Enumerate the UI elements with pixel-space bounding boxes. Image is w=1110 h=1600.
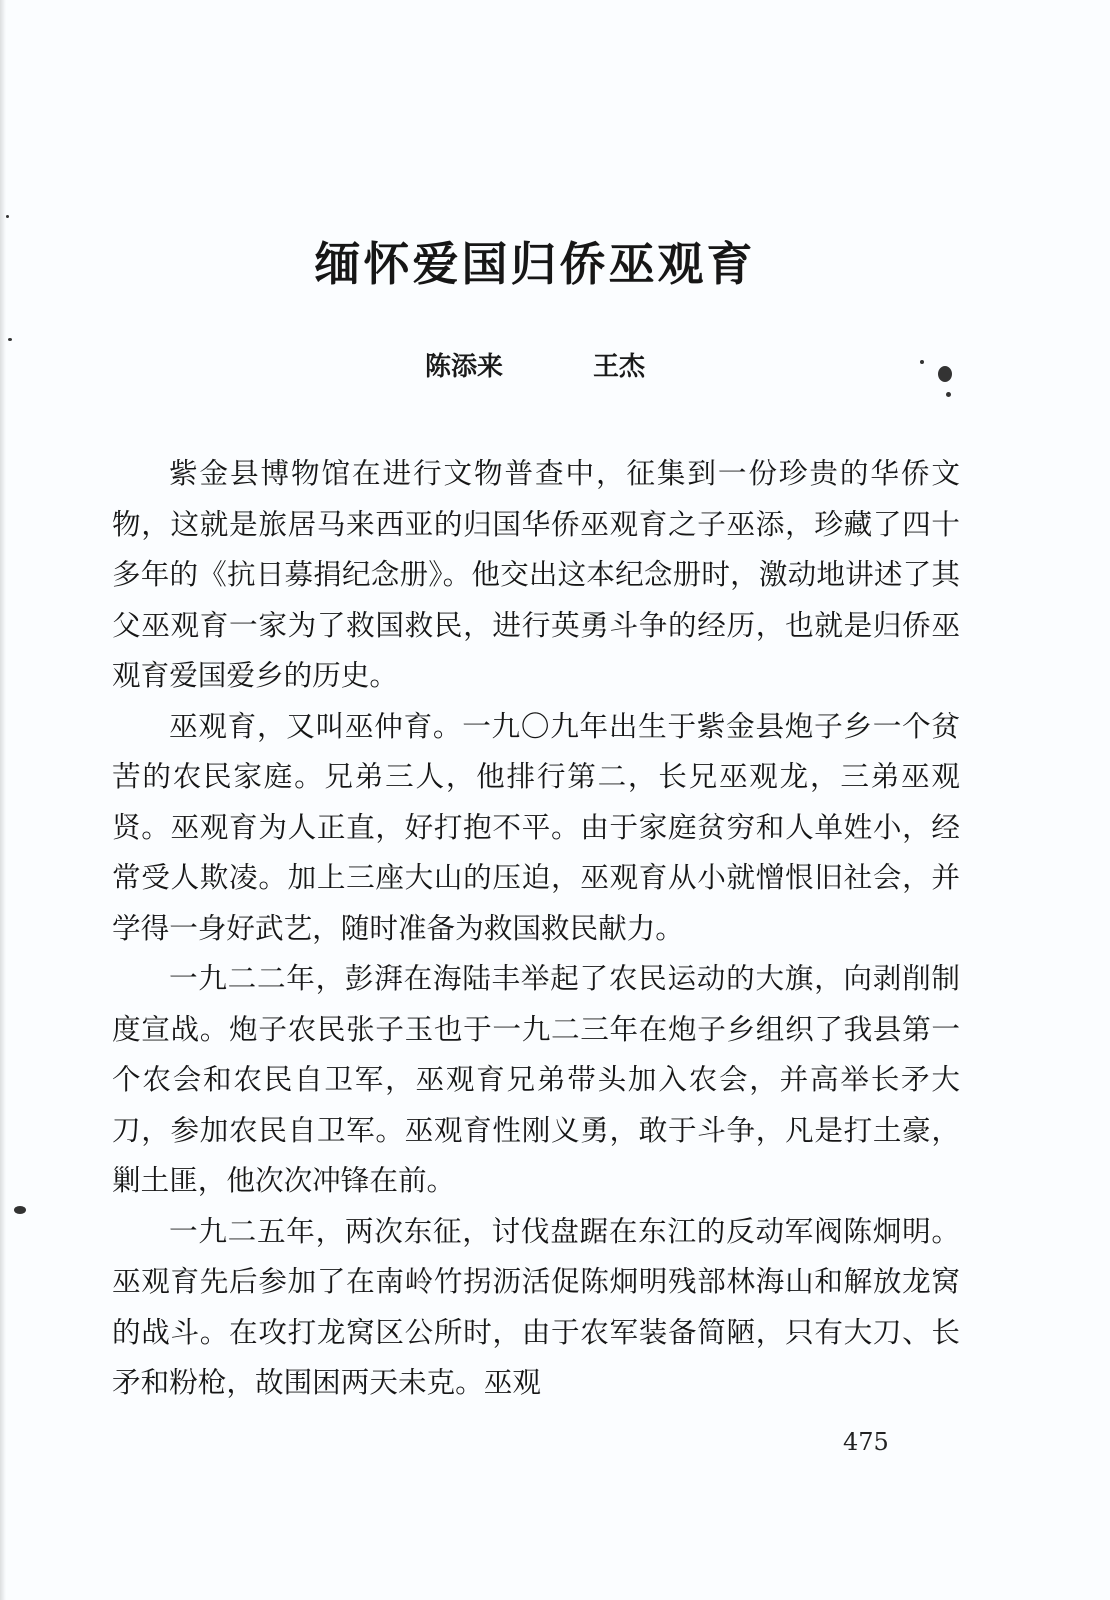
author-name: 王杰 [593,352,646,382]
paragraph: 一九二二年，彭湃在海陆丰举起了农民运动的大旗，向剥削制度宣战。炮子农民张子玉也于一九二三年在炮子乡组织了我县第一个农会和农民自卫军，巫观育兄弟带头加入农会，并高举长矛大刀，参加农民自卫军。巫观育性刚义勇，敢于斗争，凡是打土豪，剿土匪，他次次冲锋在前。 [112,961,960,1197]
author-name: 陈添来 [425,352,504,382]
scan-speck [6,215,9,218]
article-title: 缅怀爱国归侨巫观育 [314,237,756,291]
author-line [425,346,645,383]
page-number: 475 [843,1428,889,1456]
scan-speck [14,1206,26,1214]
paragraph: 一九二五年，两次东征，讨伐盘踞在东江的反动军阀陈炯明。巫观育先后参加了在南岭竹拐沥活促陈炯明残部林海山和解放龙窝的战斗。在攻打龙窝区公所时，由于农军装备简陋，只有大刀、长矛和粉枪，故围困两天未克。巫观 [112,1213,960,1399]
scan-speck [8,338,12,341]
scan-speck [946,392,951,397]
paragraph: 巫观育，又叫巫仲育。一九〇九年出生于紫金县炮子乡一个贫苦的农民家庭。兄弟三人，他排行第二，长兄巫观龙，三弟巫观贤。巫观育为人正直，好打抱不平。由于家庭贫穷和人单姓小，经常受人欺凌。加上三座大山的压迫，巫观育从小就憎恨旧社会，并学得一身好武艺，随时准备为救国救民献力。 [112,708,960,945]
paragraph: 紫金县博物馆在进行文物普查中，征集到一份珍贵的华侨文物，这就是旅居马来西亚的归国华侨巫观育之子巫添，珍藏了四十多年的《抗日募捐纪念册》。他交出这本纪念册时，激动地讲述了其父巫观育一家为了救国救民，进行英勇斗争的经历，也就是归侨巫观育爱国爱乡的历史。 [112,456,960,692]
scan-speck [920,360,924,364]
scan-speck [938,366,952,382]
article-body [112,448,960,1408]
